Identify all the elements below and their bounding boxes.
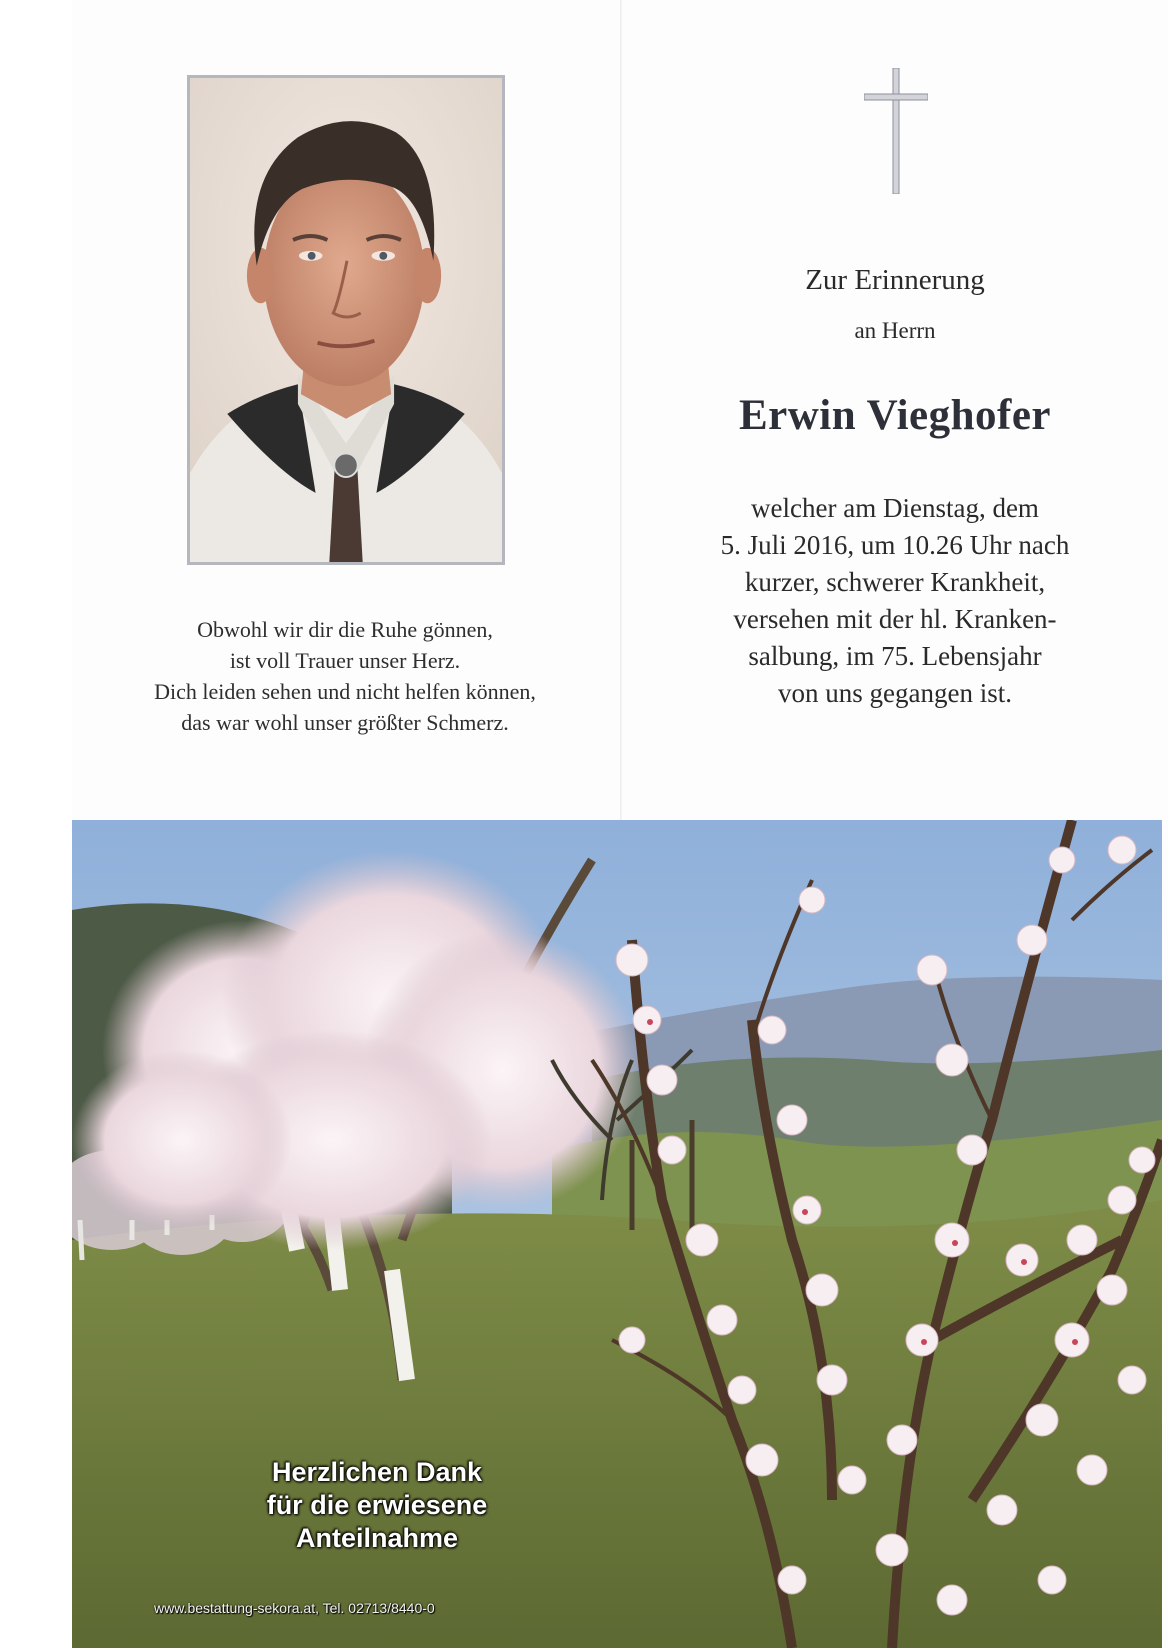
details-line: kurzer, schwerer Krankheit, — [744, 567, 1046, 597]
cross-icon — [864, 68, 928, 194]
blossom-orchard-photo — [72, 820, 1162, 1648]
thanks-message — [192, 1456, 562, 1555]
poem-line: Obwohl wir dir die Ruhe gönnen, — [197, 617, 493, 642]
death-details — [660, 490, 1130, 712]
portrait-photo — [187, 75, 505, 565]
thanks-line: Herzlichen Dank — [271, 1457, 483, 1487]
fold-line — [620, 0, 622, 820]
poem — [100, 614, 590, 738]
details-line: salbung, im 75. Lebensjahr — [748, 641, 1042, 671]
thanks-line: Anteilnahme — [295, 1523, 459, 1553]
details-line: von uns gegangen ist. — [778, 678, 1012, 708]
poem-line: Dich leiden sehen und nicht helfen können, — [154, 679, 536, 704]
thanks-line: für die erwiesene — [266, 1490, 488, 1520]
funeral-home-contact: www.bestattung-sekora.at, Tel. 02713/8440-0 — [154, 1600, 435, 1616]
details-line: 5. Juli 2016, um 10.26 Uhr nach — [720, 530, 1070, 560]
poem-line: das war wohl unser größter Schmerz. — [181, 710, 509, 735]
deceased-name: Erwin Vieghofer — [738, 392, 1052, 439]
memory-heading: Zur Erinnerung — [805, 264, 985, 296]
poem-line: ist voll Trauer unser Herz. — [229, 648, 461, 673]
details-line: versehen mit der hl. Kranken- — [733, 604, 1057, 634]
salutation: an Herrn — [854, 318, 936, 343]
details-line: welcher am Dienstag, dem — [751, 493, 1039, 523]
